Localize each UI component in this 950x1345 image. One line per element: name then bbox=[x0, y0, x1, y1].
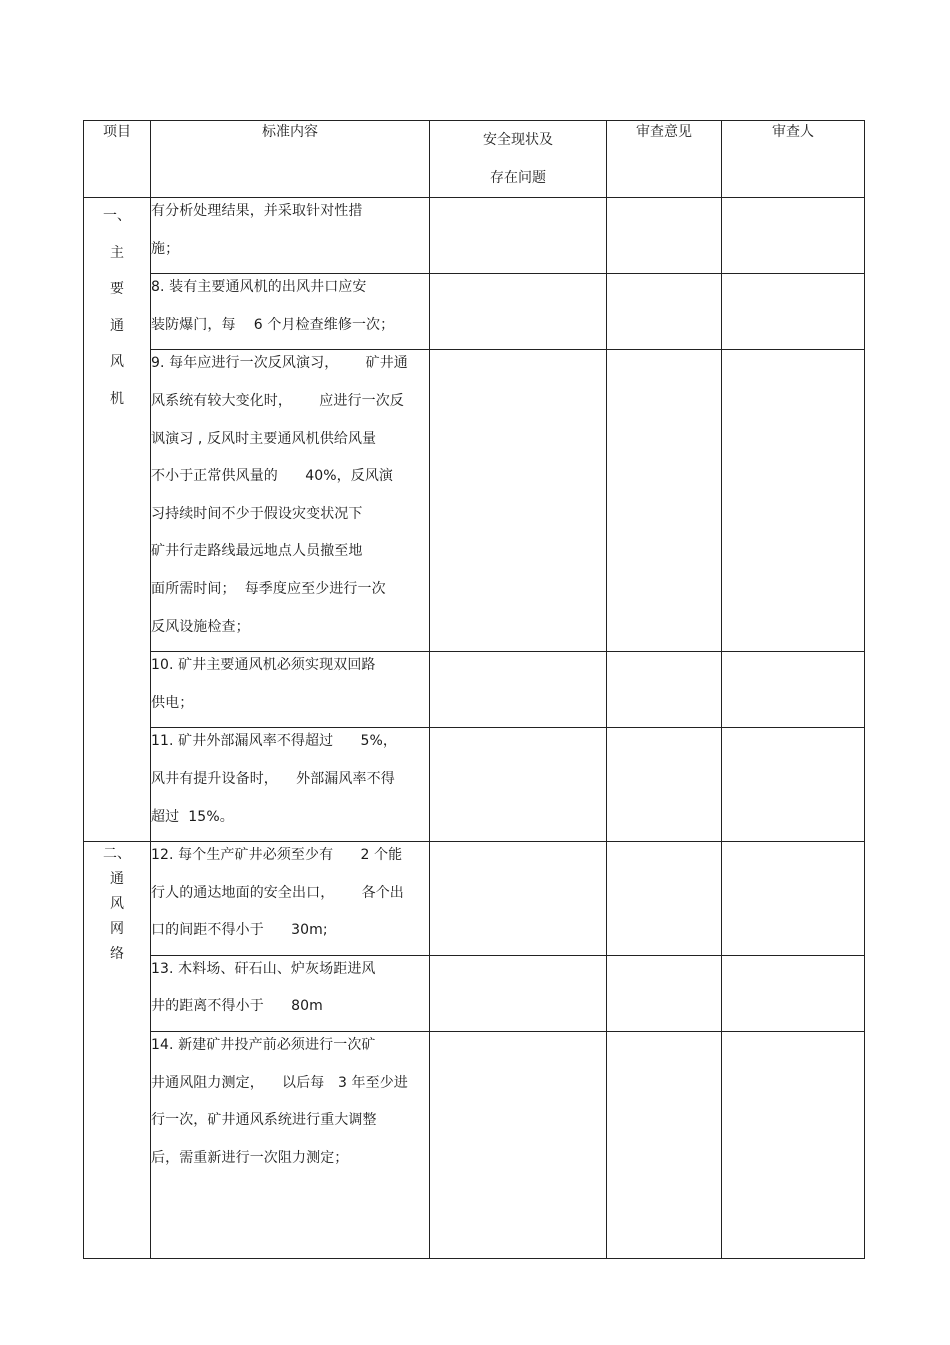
standard-content-cell bbox=[151, 955, 430, 1031]
table-row bbox=[84, 728, 865, 842]
header-row bbox=[84, 121, 865, 198]
section-label-char: 通 bbox=[110, 317, 124, 334]
reviewer-cell[interactable] bbox=[722, 198, 865, 274]
reviewer-cell[interactable] bbox=[722, 274, 865, 350]
section-label-char: 风 bbox=[110, 354, 124, 370]
section-label-char: 风 bbox=[110, 896, 124, 913]
status-cell[interactable] bbox=[430, 198, 607, 274]
standard-text-line bbox=[151, 1220, 429, 1258]
header-opinion: 审查意见 bbox=[607, 121, 722, 198]
table-row bbox=[84, 1032, 865, 1259]
standard-text-line: 9. 每年应进行一次反风演习， 矿井通 bbox=[151, 355, 408, 372]
standard-text-line: 供电； bbox=[151, 694, 194, 711]
status-cell[interactable] bbox=[430, 955, 607, 1031]
standard-content-cell bbox=[151, 842, 430, 956]
section-label bbox=[84, 198, 150, 417]
standard-content-cell bbox=[151, 652, 430, 728]
section-label-char: 主 bbox=[110, 244, 124, 261]
standard-content-cell bbox=[151, 274, 430, 350]
reviewer-cell[interactable] bbox=[722, 652, 865, 728]
standard-text-line: 习持续时间不少于假设灾变状况下 bbox=[151, 505, 363, 522]
reviewer-cell[interactable] bbox=[722, 842, 865, 956]
header-status-line2: 存在问题 bbox=[490, 170, 546, 186]
opinion-cell[interactable] bbox=[607, 728, 722, 842]
standard-text-line: 超过 15%。 bbox=[151, 808, 234, 825]
standard-text-line: 后，需重新进行一次阻力测定； bbox=[151, 1149, 349, 1166]
standard-text-line: 面所需时间； 每季度应至少进行一次 bbox=[151, 580, 386, 597]
section-label-char: 要 bbox=[110, 281, 124, 297]
standard-content-cell bbox=[151, 198, 430, 274]
opinion-cell[interactable] bbox=[607, 350, 722, 652]
section-label bbox=[84, 842, 150, 967]
status-cell[interactable] bbox=[430, 728, 607, 842]
standard-content-cell bbox=[151, 1032, 430, 1259]
standard-text-line: 风井有提升设备时， 外部漏风率不得 bbox=[151, 770, 395, 787]
header-reviewer: 审查人 bbox=[722, 121, 865, 198]
table-row bbox=[84, 652, 865, 728]
safety-review-table bbox=[83, 120, 865, 1259]
standard-text-line: 施； bbox=[151, 240, 180, 257]
section-label-cell bbox=[84, 198, 151, 842]
standard-text-line: 13. 木料场、矸石山、炉灰场距进风 bbox=[151, 960, 376, 977]
section-label-char: 一、 bbox=[103, 208, 131, 224]
header-item: 项目 bbox=[84, 121, 151, 198]
reviewer-cell[interactable] bbox=[722, 728, 865, 842]
standard-text-line: 行一次，矿井通风系统进行重大调整 bbox=[151, 1112, 377, 1129]
table-row bbox=[84, 198, 865, 274]
standard-text-line bbox=[151, 1182, 429, 1220]
standard-text-line: 反风设施检查； bbox=[151, 618, 250, 635]
section-label-char: 络 bbox=[110, 946, 124, 963]
standard-text-line: 井的距离不得小于 80m bbox=[151, 998, 323, 1015]
section-label-char: 网 bbox=[110, 921, 124, 938]
table-row bbox=[84, 274, 865, 350]
reviewer-cell[interactable] bbox=[722, 955, 865, 1031]
status-cell[interactable] bbox=[430, 350, 607, 652]
standard-text-line: 讽演习 , 反风时主要通风机供给风量 bbox=[151, 430, 377, 447]
table-row bbox=[84, 955, 865, 1031]
table-body bbox=[84, 198, 865, 1259]
status-cell[interactable] bbox=[430, 1032, 607, 1259]
standard-text-line: 11. 矿井外部漏风率不得超过 5%， bbox=[151, 733, 398, 750]
section-label-char: 二、 bbox=[103, 846, 131, 863]
standard-content-cell bbox=[151, 728, 430, 842]
header-standard: 标准内容 bbox=[151, 121, 430, 198]
standard-text-line: 井通风阻力测定， 以后每 3 年至少进 bbox=[151, 1074, 408, 1091]
standard-content-cell bbox=[151, 350, 430, 652]
opinion-cell[interactable] bbox=[607, 842, 722, 956]
section-label-char: 通 bbox=[110, 871, 124, 888]
standard-text-line: 12. 每个生产矿井必须至少有 2 个能 bbox=[151, 847, 403, 864]
standard-text-line: 14. 新建矿井投产前必须进行一次矿 bbox=[151, 1037, 376, 1054]
header-status-line1: 安全现状及 bbox=[483, 132, 553, 148]
opinion-cell[interactable] bbox=[607, 274, 722, 350]
opinion-cell[interactable] bbox=[607, 198, 722, 274]
table-row bbox=[84, 842, 865, 956]
status-cell[interactable] bbox=[430, 652, 607, 728]
standard-text-line: 行人的通达地面的安全出口， 各个出 bbox=[151, 884, 404, 901]
reviewer-cell[interactable] bbox=[722, 350, 865, 652]
header-status bbox=[430, 121, 607, 198]
opinion-cell[interactable] bbox=[607, 652, 722, 728]
standard-text-line: 矿井行走路线最远地点人员撤至地 bbox=[151, 543, 363, 560]
status-cell[interactable] bbox=[430, 274, 607, 350]
section-label-char: 机 bbox=[110, 390, 124, 407]
table-row bbox=[84, 350, 865, 652]
opinion-cell[interactable] bbox=[607, 955, 722, 1031]
standard-text-line: 风系统有较大变化时， 应进行一次反 bbox=[151, 392, 404, 409]
opinion-cell[interactable] bbox=[607, 1032, 722, 1259]
section-label-cell bbox=[84, 842, 151, 1259]
standard-text-line: 8. 装有主要通风机的出风井口应安 bbox=[151, 279, 367, 296]
standard-text-line: 不小于正常供风量的 40%，反风演 bbox=[151, 468, 394, 485]
standard-text-line: 有分析处理结果，并采取针对性措 bbox=[151, 203, 363, 219]
standard-text-line: 10. 矿井主要通风机必须实现双回路 bbox=[151, 657, 376, 674]
reviewer-cell[interactable] bbox=[722, 1032, 865, 1259]
status-cell[interactable] bbox=[430, 842, 607, 956]
standard-text-line: 装防爆门，每 6 个月检查维修一次； bbox=[151, 316, 395, 333]
standard-text-line: 口的间距不得小于 30m; bbox=[151, 922, 328, 939]
